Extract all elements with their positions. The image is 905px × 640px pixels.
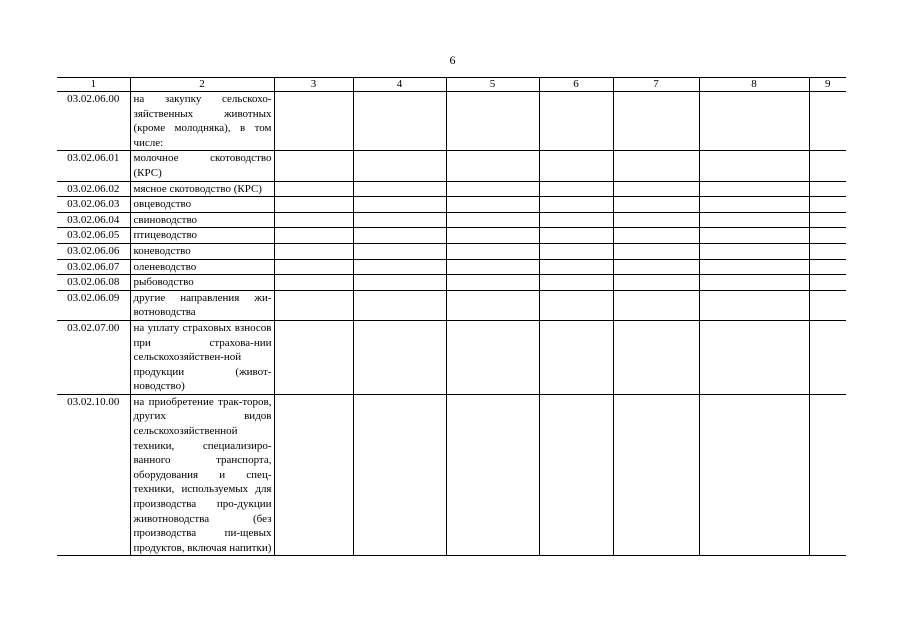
value-cell-col-3[interactable] [274,243,353,259]
value-cell-col-7[interactable] [613,394,699,556]
table-row [57,197,846,213]
row-code-cell: 03.02.06.01 [57,151,130,181]
table-row [57,228,846,244]
value-cell-col-5[interactable] [446,290,539,320]
value-cell-col-8[interactable] [699,228,809,244]
value-cell-col-9[interactable] [809,212,846,228]
value-cell-col-5[interactable] [446,228,539,244]
value-cell-col-9[interactable] [809,259,846,275]
value-cell-col-7[interactable] [613,259,699,275]
row-name-cell: на приобретение трак-торов, других видов сельскохозяйственной техники, специализиро-ванного транспорта, оборудования и спец-техники, используемых для производства про-дукции животноводства (без производства пи-щевых продуктов, включая напитки) [130,394,274,556]
row-code-cell: 03.02.07.00 [57,320,130,394]
row-name-cell: коневодство [130,243,274,259]
value-cell-col-6[interactable] [539,259,613,275]
value-cell-col-3[interactable] [274,212,353,228]
value-cell-col-4[interactable] [353,394,446,556]
value-cell-col-6[interactable] [539,212,613,228]
column-number-2: 2 [130,78,274,92]
row-name-cell: на закупку сельскохо-зяйственных животных (кроме молодняка), в том числе: [130,92,274,151]
row-code-cell: 03.02.06.02 [57,181,130,197]
value-cell-col-7[interactable] [613,181,699,197]
column-number-9: 9 [809,78,846,92]
value-cell-col-7[interactable] [613,243,699,259]
row-name-cell: оленеводство [130,259,274,275]
value-cell-col-5[interactable] [446,181,539,197]
value-cell-col-8[interactable] [699,320,809,394]
value-cell-col-9[interactable] [809,243,846,259]
page-number: 6 [449,53,456,67]
value-cell-col-5[interactable] [446,151,539,181]
value-cell-col-6[interactable] [539,197,613,213]
value-cell-col-9[interactable] [809,290,846,320]
value-cell-col-7[interactable] [613,92,699,151]
value-cell-col-7[interactable] [613,228,699,244]
value-cell-col-4[interactable] [353,320,446,394]
value-cell-col-6[interactable] [539,181,613,197]
value-cell-col-4[interactable] [353,259,446,275]
value-cell-col-9[interactable] [809,228,846,244]
value-cell-col-4[interactable] [353,181,446,197]
row-name-cell: на уплату страховых взносов при страхова-нии сельскохозяйствен-ной продукции (живот-новодство) [130,320,274,394]
table-row [57,181,846,197]
value-cell-col-9[interactable] [809,151,846,181]
row-name-cell: овцеводство [130,197,274,213]
row-name-cell: другие направления жи-вотноводства [130,290,274,320]
value-cell-col-8[interactable] [699,181,809,197]
value-cell-col-9[interactable] [809,197,846,213]
column-number-5: 5 [446,78,539,92]
value-cell-col-3[interactable] [274,275,353,291]
value-cell-col-9[interactable] [809,181,846,197]
value-cell-col-5[interactable] [446,92,539,151]
column-number-7: 7 [613,78,699,92]
value-cell-col-5[interactable] [446,197,539,213]
table-row [57,151,846,181]
value-cell-col-4[interactable] [353,228,446,244]
value-cell-col-3[interactable] [274,394,353,556]
value-cell-col-9[interactable] [809,275,846,291]
value-cell-col-7[interactable] [613,212,699,228]
value-cell-col-6[interactable] [539,92,613,151]
value-cell-col-4[interactable] [353,92,446,151]
value-cell-col-8[interactable] [699,212,809,228]
column-number-6: 6 [539,78,613,92]
table-row [57,394,846,556]
value-cell-col-8[interactable] [699,197,809,213]
value-cell-col-8[interactable] [699,259,809,275]
value-cell-col-3[interactable] [274,197,353,213]
value-cell-col-7[interactable] [613,151,699,181]
column-number-4: 4 [353,78,446,92]
value-cell-col-6[interactable] [539,394,613,556]
row-name-cell: мясное скотоводство (КРС) [130,181,274,197]
row-code-cell: 03.02.06.05 [57,228,130,244]
table-row [57,212,846,228]
value-cell-col-6[interactable] [539,228,613,244]
value-cell-col-9[interactable] [809,92,846,151]
value-cell-col-4[interactable] [353,275,446,291]
column-number-1: 1 [57,78,130,92]
value-cell-col-8[interactable] [699,243,809,259]
table-row [57,275,846,291]
value-cell-col-6[interactable] [539,243,613,259]
table-row [57,92,846,151]
value-cell-col-9[interactable] [809,394,846,556]
column-number-row [57,78,846,92]
value-cell-col-7[interactable] [613,320,699,394]
row-name-cell: молочное скотоводство (КРС) [130,151,274,181]
value-cell-col-8[interactable] [699,290,809,320]
value-cell-col-4[interactable] [353,290,446,320]
row-code-cell: 03.02.06.08 [57,275,130,291]
table-row [57,243,846,259]
row-code-cell: 03.02.06.03 [57,197,130,213]
table-row [57,290,846,320]
value-cell-col-6[interactable] [539,320,613,394]
row-name-cell: рыбоводство [130,275,274,291]
table-row [57,259,846,275]
value-cell-col-5[interactable] [446,320,539,394]
value-cell-col-8[interactable] [699,92,809,151]
table-row [57,320,846,394]
value-cell-col-7[interactable] [613,290,699,320]
value-cell-col-3[interactable] [274,320,353,394]
value-cell-col-4[interactable] [353,243,446,259]
value-cell-col-6[interactable] [539,290,613,320]
row-code-cell: 03.02.10.00 [57,394,130,556]
value-cell-col-3[interactable] [274,151,353,181]
value-cell-col-4[interactable] [353,212,446,228]
value-cell-col-8[interactable] [699,394,809,556]
row-code-cell: 03.02.06.06 [57,243,130,259]
value-cell-col-5[interactable] [446,394,539,556]
value-cell-col-3[interactable] [274,92,353,151]
value-cell-col-3[interactable] [274,259,353,275]
value-cell-col-5[interactable] [446,275,539,291]
column-number-8: 8 [699,78,809,92]
row-code-cell: 03.02.06.00 [57,92,130,151]
value-cell-col-5[interactable] [446,243,539,259]
row-code-cell: 03.02.06.04 [57,212,130,228]
value-cell-col-4[interactable] [353,197,446,213]
value-cell-col-3[interactable] [274,228,353,244]
value-cell-col-7[interactable] [613,197,699,213]
row-name-cell: свиноводство [130,212,274,228]
column-number-3: 3 [274,78,353,92]
value-cell-col-6[interactable] [539,275,613,291]
indicator-table [57,77,846,556]
row-code-cell: 03.02.06.09 [57,290,130,320]
row-name-cell: птицеводство [130,228,274,244]
value-cell-col-8[interactable] [699,151,809,181]
value-cell-col-3[interactable] [274,181,353,197]
row-code-cell: 03.02.06.07 [57,259,130,275]
value-cell-col-4[interactable] [353,151,446,181]
value-cell-col-3[interactable] [274,290,353,320]
value-cell-col-5[interactable] [446,212,539,228]
value-cell-col-8[interactable] [699,275,809,291]
table-body [57,92,846,556]
value-cell-col-7[interactable] [613,275,699,291]
value-cell-col-5[interactable] [446,259,539,275]
value-cell-col-6[interactable] [539,151,613,181]
value-cell-col-9[interactable] [809,320,846,394]
